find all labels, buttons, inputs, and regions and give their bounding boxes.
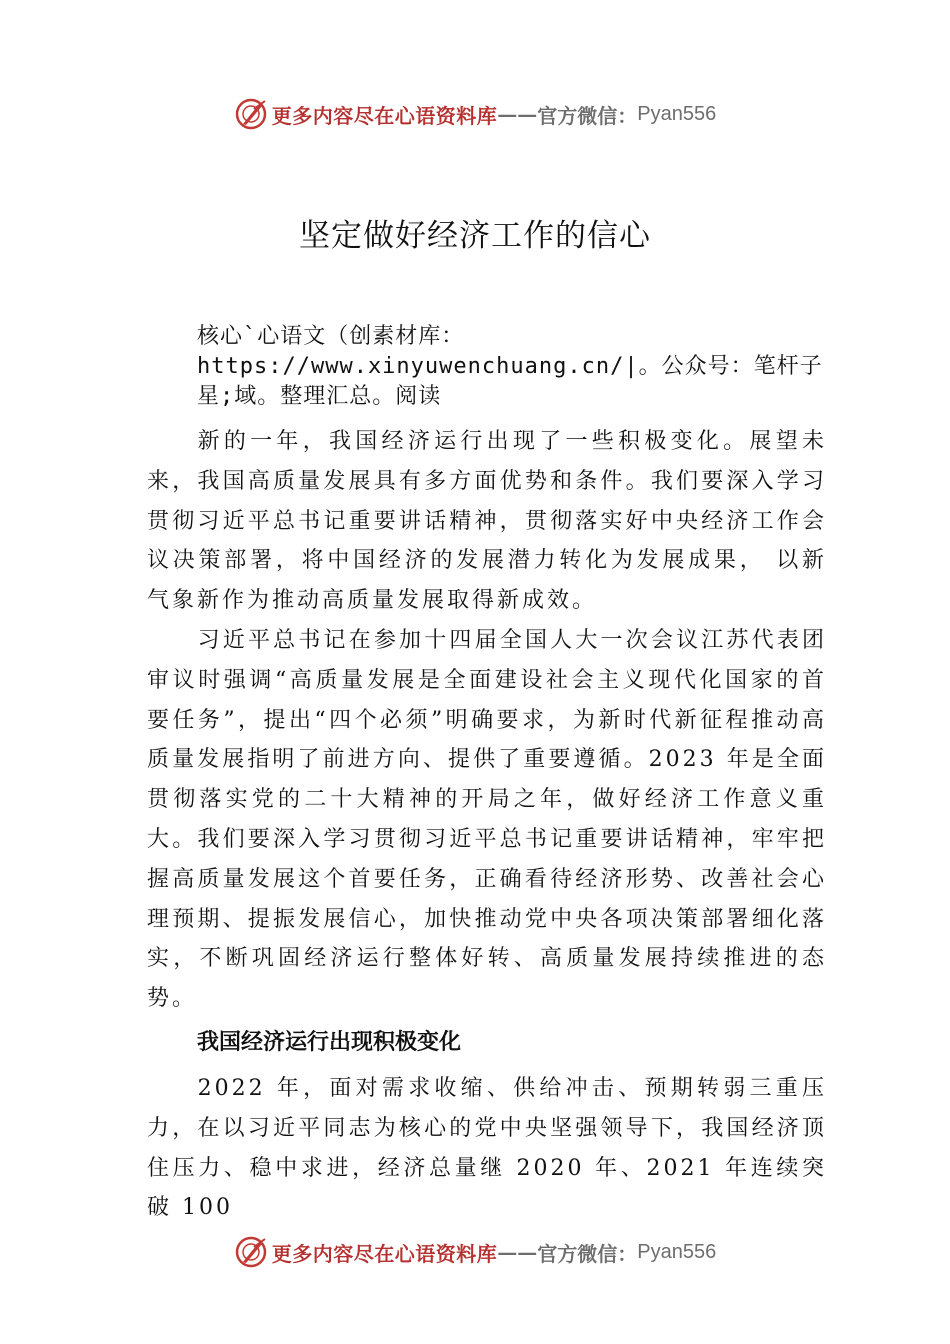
- banner-promo-text: 更多内容尽在心语资料库: [271, 103, 498, 128]
- footer-banner: [0, 1232, 950, 1272]
- banner-promo-text: 更多内容尽在心语资料库: [271, 1241, 498, 1266]
- section-heading: 我国经济运行出现积极变化: [197, 1029, 462, 1055]
- document-body: [147, 322, 827, 1228]
- source-note: 核心`心语文（创素材库：https://www.xinyuwenchuang.cn/|。公众号：笔杆子星;域。整理汇总。阅读: [197, 324, 823, 409]
- banner-wechat-label: 官方微信：: [537, 103, 638, 128]
- quill-logo-icon: [234, 1235, 268, 1269]
- paragraph-1: 新的一年，我国经济运行出现了一些积极变化。展望未来，我国高质量发展具有多方面优势和条件。我们要深入学习贯彻习近平总书记重要讲话精神，贯彻落实好中央经济工作会议决策部署，将中国经济的发展潜力转化为发展成果， 以新气象新作为推动高质量发展取得新成效。: [147, 429, 827, 614]
- banner-dash: ——: [497, 1240, 538, 1264]
- header-banner: [0, 94, 950, 134]
- banner-wechat-id: Pyan556: [637, 1240, 717, 1263]
- paragraph-3: 2022 年，面对需求收缩、供给冲击、预期转弱三重压力，在以习近平同志为核心的党中央坚强领导下，我国经济顶住压力、稳中求进，经济总量继 2020 年、2021 年连续突破 100: [147, 1075, 827, 1221]
- banner-wechat-label: 官方微信：: [537, 1241, 638, 1266]
- quill-logo-icon: [234, 97, 268, 131]
- document-title: 坚定做好经济工作的信心: [299, 218, 651, 254]
- banner-wechat-id: Pyan556: [637, 102, 717, 125]
- banner-dash: ——: [497, 102, 538, 126]
- paragraph-2: 习近平总书记在参加十四届全国人大一次会议江苏代表团审议时强调“高质量发展是全面建设社会主义现代化国家的首要任务”，提出“四个必须”明确要求，为新时代新征程推动高质量发展指明了前进方向、提供了重要遵循。2023 年是全面贯彻落实党的二十大精神的开局之年，做好经济工作意义重大。我们要深入学习贯彻习近平总书记重要讲话精神，牢牢把握高质量发展这个首要任务，正确看待经济形势、改善社会心理预期、提振发展信心，加快推动党中央各项决策部署细化落实，不断巩固经济运行整体好转、高质量发展持续推进的态势。: [147, 627, 827, 1012]
